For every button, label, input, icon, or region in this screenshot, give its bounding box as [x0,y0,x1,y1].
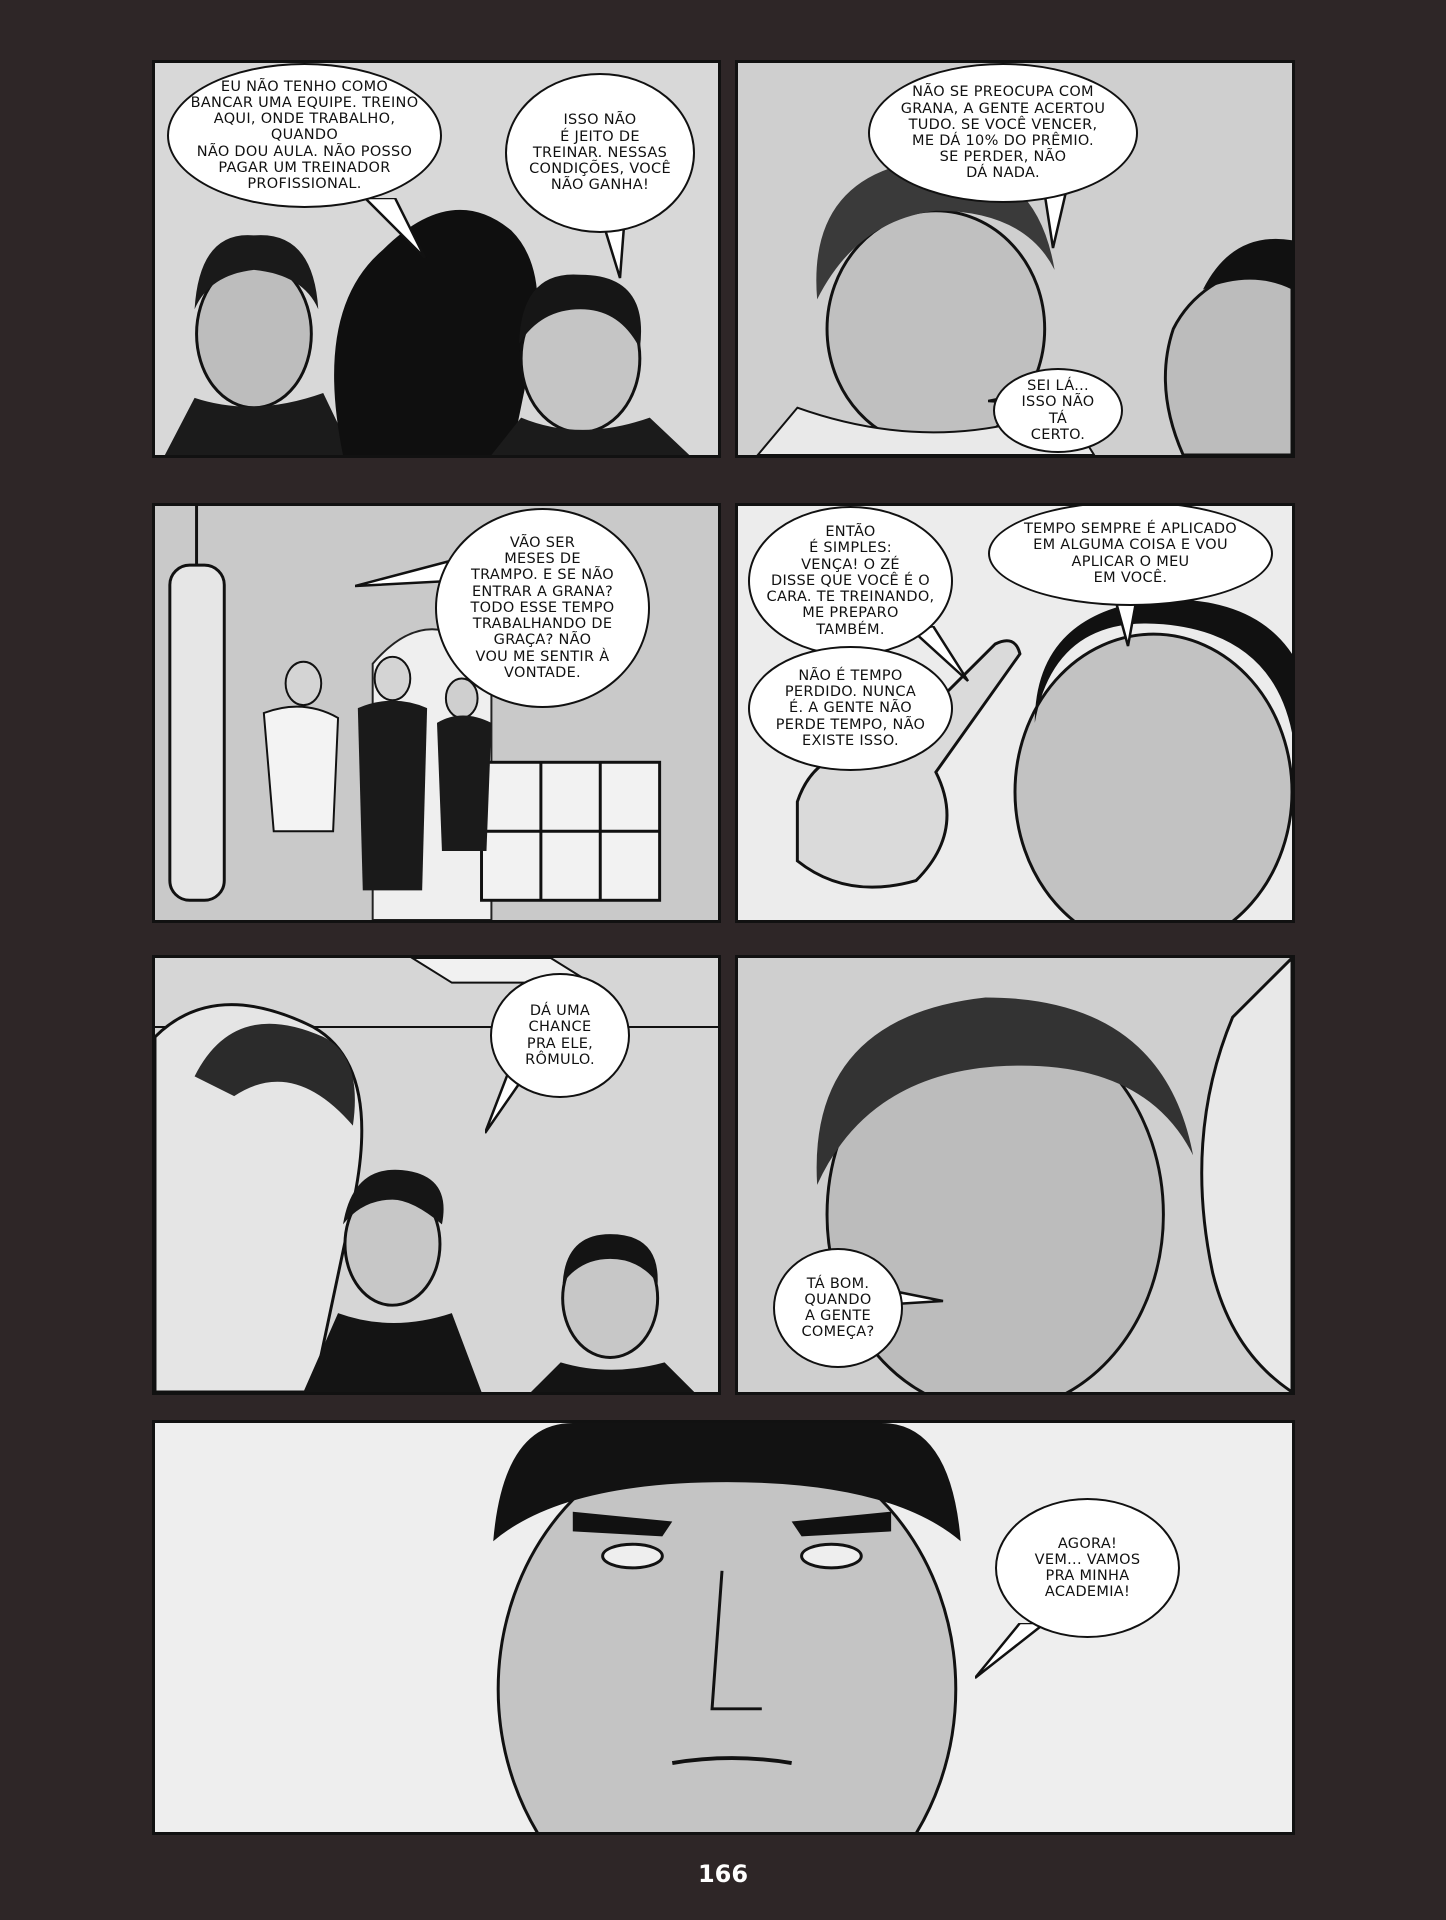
panel-4 [735,503,1295,923]
panel-3 [152,503,721,923]
speech-bubble: TÁ BOM. QUANDO A GENTE COMEÇA? [773,1248,903,1368]
bubble-tail [355,198,435,258]
speech-bubble: AGORA! VEM... VAMOS PRA MINHA ACADEMIA! [995,1498,1180,1638]
panel-1 [152,60,721,458]
panel-5 [152,955,721,1395]
panel-5-art [155,958,718,1392]
speech-bubble: ISSO NÃO É JEITO DE TREINAR. NESSAS CONDIÇÕES, VOCÊ NÃO GANHA! [505,73,695,233]
speech-bubble: SEI LÁ... ISSO NÃO TÁ CERTO. [993,368,1123,453]
speech-bubble: NÃO É TEMPO PERDIDO. NUNCA É. A GENTE NÃO PERDE TEMPO, NÃO EXISTE ISSO. [748,646,953,771]
speech-bubble: TEMPO SEMPRE É APLICADO EM ALGUMA COISA E VOU APLICAR O MEU EM VOCÊ. [988,503,1273,606]
panel-2 [735,60,1295,458]
panel-7 [152,1420,1295,1835]
bubble-tail [975,1623,1055,1683]
page-number: 166 [697,1860,749,1888]
speech-bubble: ENTÃO É SIMPLES: VENÇA! O ZÉ DISSE QUE VOCÊ É O CARA. TE TREINANDO, ME PREPARO TAMBÉM. [748,506,953,656]
speech-bubble: EU NÃO TENHO COMO BANCAR UMA EQUIPE. TREINO AQUI, ONDE TRABALHO, QUANDO NÃO DOU AULA. NÃO POSSO PAGAR UM TREINADOR PROFISSIONAL. [167,63,442,208]
panel-6 [735,955,1295,1395]
speech-bubble: DÁ UMA CHANCE PRA ELE, RÔMULO. [490,973,630,1098]
speech-bubble: VÃO SER MESES DE TRAMPO. E SE NÃO ENTRAR A GRANA? TODO ESSE TEMPO TRABALHANDO DE GRAÇA? NÃO VOU ME SENTIR À VONTADE. [435,508,650,708]
speech-bubble: NÃO SE PREOCUPA COM GRANA, A GENTE ACERTOU TUDO. SE VOCÊ VENCER, ME DÁ 10% DO PRÊMIO. SE PERDER, NÃO DÁ NADA. [868,63,1138,203]
